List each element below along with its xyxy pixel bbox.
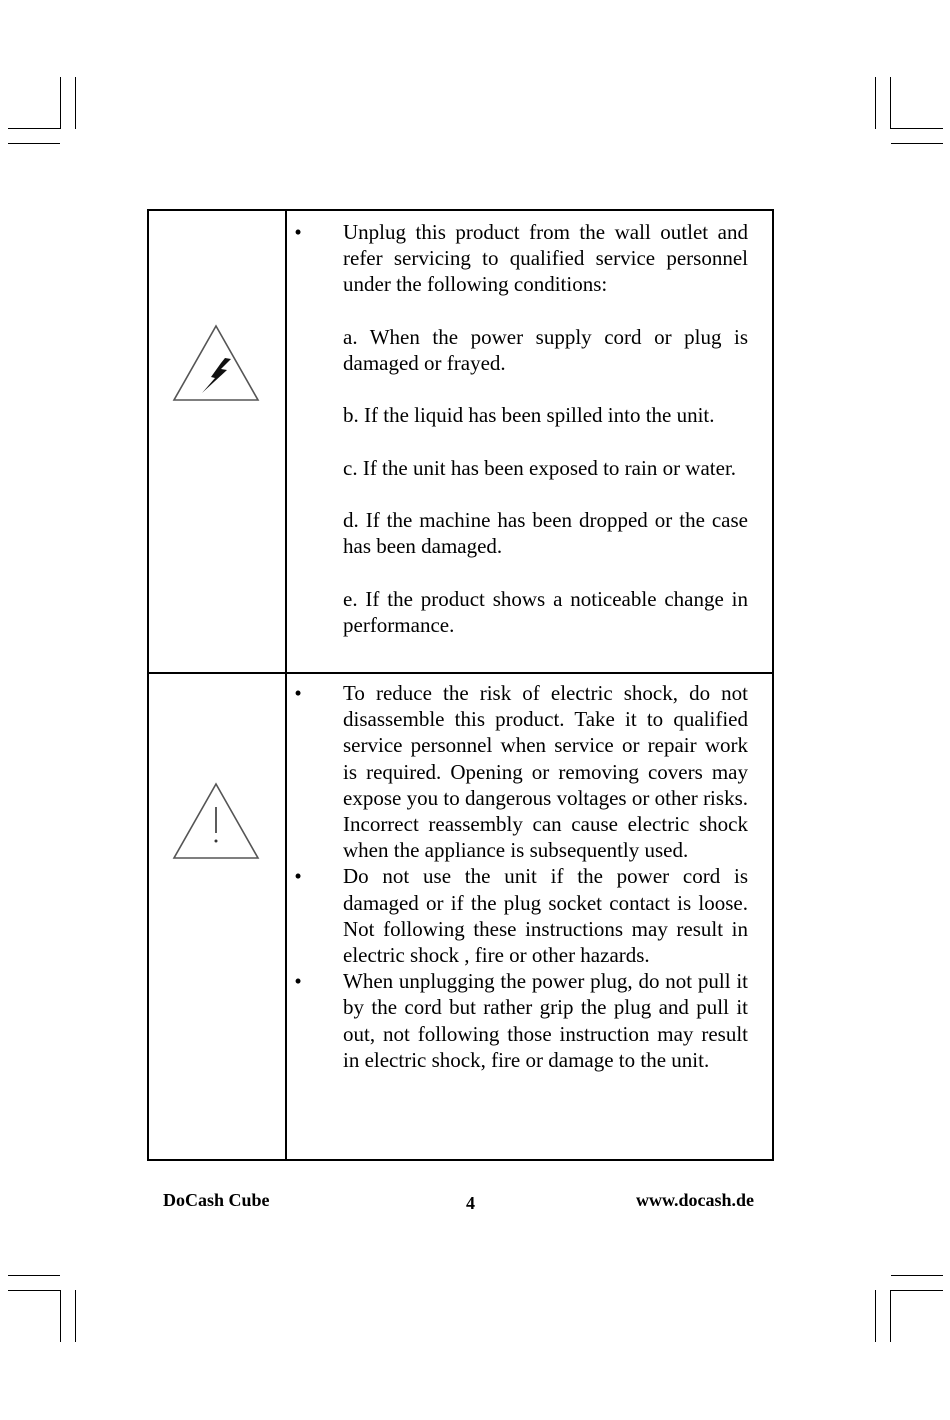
row2-content: [294, 680, 748, 1073]
crop-mark-top-right-v2: [890, 77, 891, 129]
list-item: [294, 968, 748, 1073]
list-item: [294, 680, 748, 863]
lightning-warning-icon: [171, 323, 261, 403]
unplug-intro: Unplug this product from the wall outlet and refer servicing to qualified service personnel under the following conditions:: [343, 220, 748, 297]
crop-mark-bottom-right-h2: [891, 1290, 943, 1291]
condition-b: b. If the liquid has been spilled into the unit.: [343, 403, 715, 428]
bullet-power-cord: Do not use the unit if the power cord is damaged or if the plug socket contact is loose. Not following these instructions may result in electric shock , fire or other hazards.: [343, 864, 748, 968]
condition-e: e. If the product shows a noticeable change in performance.: [343, 586, 748, 637]
crop-mark-top-left-h: [8, 128, 60, 129]
crop-mark-bottom-left-h: [8, 1275, 60, 1276]
condition-c: c. If the unit has been exposed to rain or water.: [343, 455, 737, 480]
condition-a: a. When the power supply cord or plug is damaged or frayed.: [343, 324, 748, 375]
bullet-point: •: [294, 220, 302, 244]
crop-mark-top-right-h: [891, 128, 943, 129]
bullet-point: •: [294, 969, 302, 994]
bullet-unplugging: When unplugging the power plug, do not pull it by the cord but rather grip the plug and pull it out, not following those instruction may result in electric shock, fire or damage to the unit.: [343, 969, 748, 1072]
table-row-divider: [149, 672, 772, 674]
footer-product-name: DoCash Cube: [163, 1190, 270, 1210]
crop-mark-top-right-h2: [891, 143, 943, 144]
bullet-point: •: [294, 864, 302, 889]
table-column-divider: [285, 211, 287, 1159]
crop-mark-top-left-v: [60, 77, 61, 129]
condition-d: d. If the machine has been dropped or the case has been damaged.: [343, 508, 748, 559]
crop-mark-top-right-v: [875, 77, 876, 129]
list-item: [294, 219, 748, 298]
crop-mark-bottom-right-v2: [890, 1290, 891, 1342]
crop-mark-bottom-left-h2: [8, 1290, 60, 1291]
crop-mark-bottom-left-v2: [75, 1290, 76, 1342]
crop-mark-top-left-v2: [75, 77, 76, 129]
page-number: 4: [466, 1193, 475, 1213]
safety-table: [147, 209, 774, 1161]
crop-mark-bottom-right-h: [891, 1275, 943, 1276]
exclamation-warning-icon: [171, 781, 261, 861]
footer-website: www.docash.de: [636, 1190, 755, 1210]
list-item: [294, 863, 748, 968]
bullet-point: •: [294, 681, 302, 705]
crop-mark-bottom-right-v: [875, 1290, 876, 1342]
crop-mark-bottom-left-v: [60, 1290, 61, 1342]
row1-content: [294, 219, 748, 638]
crop-mark-top-left-h2: [8, 143, 60, 144]
bullet-electric-shock: To reduce the risk of electric shock, do not disassemble this product. Take it to qualified service personnel when service or repair work is required. Opening or removing covers may expose you to dangerous voltages or other risks. Incorrect reassembly can cause electric shock when the appliance is subsequently used.: [343, 681, 748, 863]
